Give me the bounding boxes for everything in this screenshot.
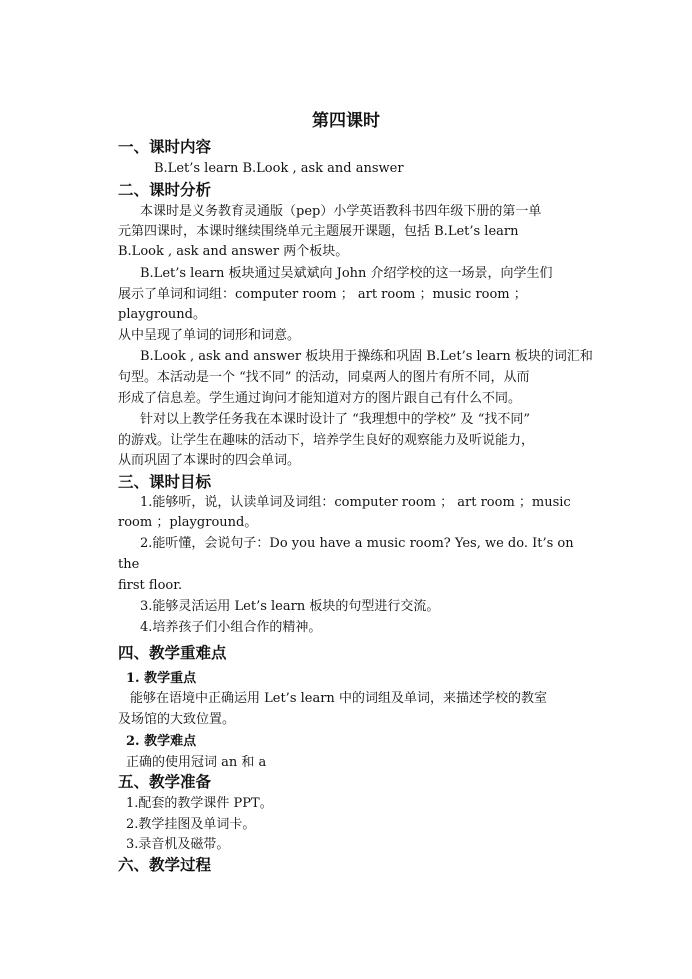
section-heading-preparation: 五、教学准备 — [118, 772, 212, 791]
section-heading-process: 六、教学过程 — [118, 855, 212, 874]
lesson-content-text: B.Let’s learn B.Look , ask and answer — [154, 161, 404, 176]
analysis-paragraph-line: playground。 — [118, 307, 207, 322]
preparation-item: 2.教学挂图及单词卡。 — [126, 817, 256, 832]
goal-line: room ；playground。 — [118, 515, 258, 530]
section-heading-goals: 三、课时目标 — [118, 472, 212, 491]
goal-line: 1.能够听，说，认读单词及词组：computer room ； art room ；music — [140, 495, 571, 510]
page-title: 第四课时 — [312, 111, 380, 131]
section-heading-analysis: 二、课时分析 — [118, 180, 212, 199]
analysis-paragraph-line: B.Look , ask and answer 两个板块。 — [118, 244, 349, 259]
goal-line: 4.培养孩子们小组合作的精神。 — [140, 620, 322, 635]
analysis-paragraph-line: 从中呈现了单词的词形和词意。 — [118, 328, 301, 343]
difficult-point-text: 正确的使用冠词 an 和 a — [126, 755, 267, 770]
analysis-paragraph-line: 的游戏。让学生在趣味的活动下，培养学生良好的观察能力及听说能力， — [118, 433, 535, 448]
analysis-paragraph-line: 针对以上教学任务我在本课时设计了 “我理想中的学校” 及 “找不同” — [140, 412, 530, 427]
analysis-paragraph-line: 元第四课时，本课时继续围绕单元主题展开课题，包括 B.Let’s learn — [118, 224, 519, 239]
subheading-key-point: 1. 教学重点 — [126, 671, 197, 686]
goal-line: 3.能够灵活运用 Let’s learn 板块的句型进行交流。 — [140, 599, 440, 614]
analysis-paragraph-line: 句型。本活动是一个 “找不同” 的活动，同桌两人的图片有所不同，从而 — [118, 370, 530, 385]
analysis-paragraph-line: 本课时是义务教育灵通版（pep）小学英语教科书四年级下册的第一单 — [140, 204, 542, 219]
goal-line: first floor. — [118, 578, 183, 593]
analysis-paragraph-line: B.Look , ask and answer 板块用于操练和巩固 B.Let’s learn 板块的词汇和 — [140, 349, 593, 364]
goal-line: 2.能听懂，会说句子：Do you have a music room? Yes, we do. It’s on — [140, 536, 574, 551]
analysis-paragraph-line: B.Let’s learn 板块通过吴斌斌向 John 介绍学校的这一场景，向学生们 — [140, 266, 553, 281]
section-heading-content: 一、课时内容 — [118, 137, 212, 156]
analysis-paragraph-line: 形成了信息差。学生通过询问才能知道对方的图片跟自己有什么不同。 — [118, 391, 522, 406]
analysis-paragraph-line: 展示了单词和词组：computer room ； art room ；music room ； — [118, 287, 527, 302]
section-heading-key-points: 四、教学重难点 — [118, 643, 227, 662]
key-point-line: 能够在语境中正确运用 Let’s learn 中的词组及单词，来描述学校的教室 — [130, 691, 547, 706]
subheading-difficult-point: 2. 教学难点 — [126, 734, 197, 749]
preparation-item: 1.配套的教学课件 PPT。 — [126, 796, 273, 811]
key-point-line: 及场馆的大致位置。 — [118, 712, 236, 727]
goal-line: the — [118, 557, 140, 572]
preparation-item: 3.录音机及磁带。 — [126, 837, 230, 852]
analysis-paragraph-line: 从而巩固了本课时的四会单词。 — [118, 453, 301, 468]
